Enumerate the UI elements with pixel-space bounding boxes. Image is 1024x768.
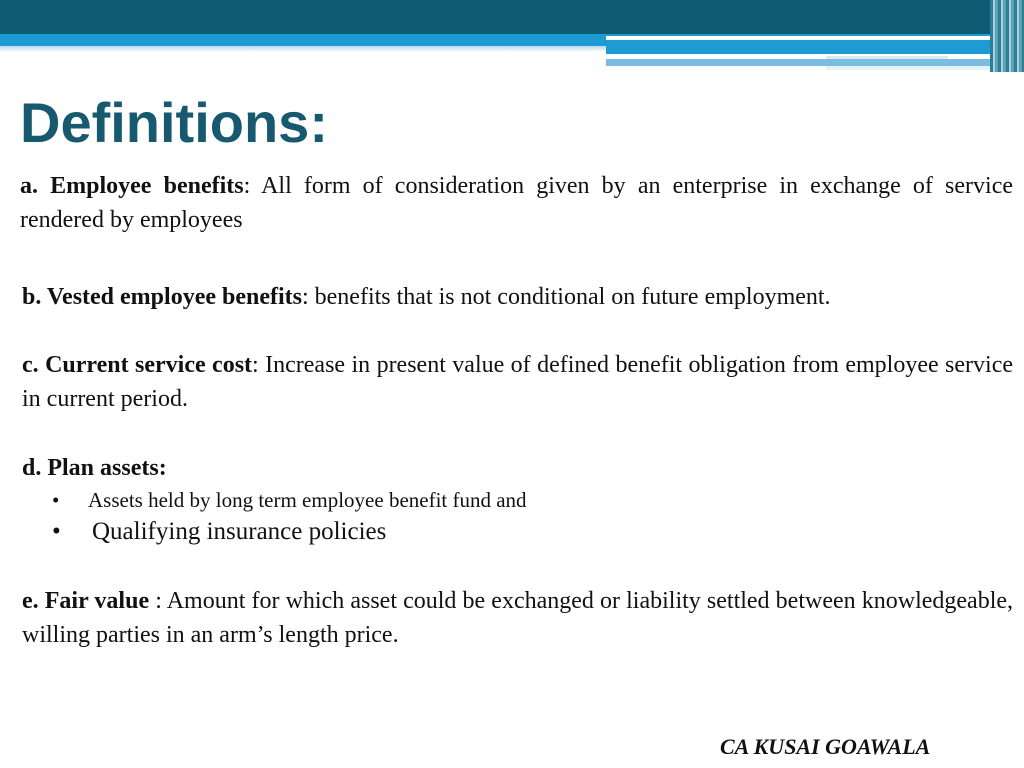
definition-separator: : <box>243 173 251 199</box>
definition-separator: : <box>149 588 162 614</box>
header-stripe <box>606 59 1002 66</box>
definition-separator: : <box>252 352 259 378</box>
bullet-text: Assets held by long term employee benefit fund and <box>88 488 527 512</box>
header-stripe <box>826 56 948 59</box>
definition-term: e. Fair value <box>22 588 150 614</box>
slide-footer-author: CA KUSAI GOAWALA <box>720 734 931 759</box>
definition-term: b. Vested employee benefits <box>22 284 302 310</box>
definition-term: c. Current service cost <box>22 352 253 378</box>
header-shadow <box>0 46 606 52</box>
definition-employee-benefits <box>20 169 1013 237</box>
bullet-text: Qualifying insurance policies <box>92 518 387 545</box>
definition-current-service-cost <box>22 348 1013 416</box>
definition-text: Amount for which asset could be exchanged or liability settled between knowledgeable, willing parties in an arm’s length price. <box>22 588 1014 648</box>
header-stripe <box>826 66 1004 70</box>
header-column-ornament <box>990 0 1024 72</box>
definition-vested-employee-benefits <box>22 280 1013 314</box>
definition-separator: : <box>301 284 309 310</box>
bullet-icon: • <box>52 488 60 512</box>
header-dark-bar <box>0 0 1024 36</box>
header-stripe <box>606 40 1024 54</box>
bullet-icon: • <box>52 518 61 545</box>
list-item <box>52 516 386 548</box>
definition-text: Increase in present value of defined benefit obligation from employee service in current period. <box>22 352 1013 412</box>
definition-text: benefits that is not conditional on future employment. <box>308 284 831 310</box>
slide-title: Definitions: <box>20 91 328 154</box>
list-item <box>52 485 527 515</box>
definition-term: d. Plan assets: <box>22 455 167 481</box>
definition-plan-assets <box>22 451 1013 485</box>
definition-fair-value <box>22 584 1013 652</box>
definition-term: a. Employee benefits <box>20 173 244 199</box>
definition-text: All form of consideration given by an enterprise in exchange of service rendered by employees <box>20 173 1013 233</box>
